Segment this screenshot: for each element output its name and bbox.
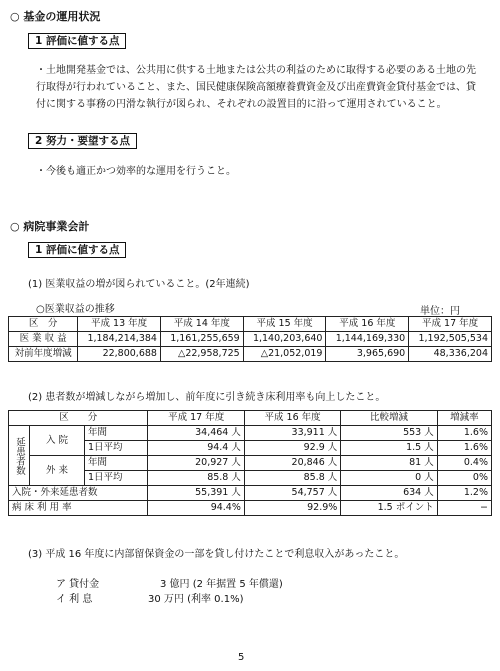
table-cell: 48,336,204 (409, 347, 492, 362)
table-header: 増減率 (437, 411, 491, 426)
daily-label: 1日平均 (85, 441, 148, 456)
subheading-evaluation-2: 1 評価に値する点 (28, 242, 126, 258)
item-3-text: (3) 平成 16 年度に内部留保資金の一部を貸し付けたことで利息収入があったこと。 (28, 549, 405, 560)
table-cell: 33,911 人 (244, 426, 340, 441)
total-label: 入院・外来延患者数 (9, 486, 148, 501)
page-number: 5 (238, 652, 245, 663)
section-title-fund: ○ 基金の運用状況 (10, 10, 101, 23)
paragraph-fund-evaluation: ・土地開発基金では、公共用に供する土地または公共の利益のために取得する必要のある土地の先行取得が行われていること、また、国民健康保険高額療養費資金及び出産費資金貸付基金では、貸付に関する事務の円滑な執行が図られ、それぞれの設置目的に沿って運用されていること。 (36, 65, 476, 110)
subheading-effort-request: 2 努力・要望する点 (28, 133, 137, 149)
table-row (9, 332, 492, 347)
table-cell: 85.8 人 (148, 471, 244, 486)
bed-rate-label: 病 床 利 用 率 (9, 501, 148, 516)
table-cell: 34,464 人 (148, 426, 244, 441)
table-cell: 3,965,690 (326, 347, 409, 362)
table-cell: 55,391 人 (148, 486, 244, 501)
patients-table (8, 410, 492, 516)
table-header: 平成 14 年度 (160, 317, 243, 332)
revenue-table (8, 316, 492, 362)
table-cell: △21,052,019 (243, 347, 326, 362)
annual-label: 年間 (85, 456, 148, 471)
group-label-patients: 延患者数 (9, 426, 30, 486)
table-row (9, 317, 492, 332)
item-1-text: (1) 医業収益の増が図られていること。(2年連続) (28, 279, 250, 290)
table-cell: 医 業 収 益 (9, 332, 78, 347)
table-cell: 553 人 (341, 426, 437, 441)
table-cell: 92.9% (244, 501, 340, 516)
table-cell: 1.5 人 (341, 441, 437, 456)
table-cell: 1,192,505,534 (409, 332, 492, 347)
table-header: 区 分 (9, 411, 148, 426)
table-cell: 1.6% (437, 426, 491, 441)
table-cell: 85.8 人 (244, 471, 340, 486)
inpatient-label: 入 院 (30, 426, 85, 456)
table-row (9, 456, 492, 471)
table-cell: 0 人 (341, 471, 437, 486)
table-header: 平成 16 年度 (244, 411, 340, 426)
table-header: 平成 16 年度 (326, 317, 409, 332)
daily-label: 1日平均 (85, 471, 148, 486)
item-2-text: (2) 患者数が増減しながら増加し、前年度に引き続き床利用率も向上したこと。 (28, 392, 386, 403)
table-cell: 20,846 人 (244, 456, 340, 471)
table-cell: − (437, 501, 491, 516)
table-cell: 対前年度増減 (9, 347, 78, 362)
table-row (9, 426, 492, 441)
table-row (9, 501, 492, 516)
table-cell: 20,927 人 (148, 456, 244, 471)
table-header: 平成 13 年度 (78, 317, 161, 332)
table-cell: 81 人 (341, 456, 437, 471)
table-cell: 54,757 人 (244, 486, 340, 501)
table-cell: 0% (437, 471, 491, 486)
interest-label: イ 利 息 (56, 594, 93, 605)
table-header: 区 分 (9, 317, 78, 332)
table-cell: 92.9 人 (244, 441, 340, 456)
annual-label: 年間 (85, 426, 148, 441)
table-cell: 1,184,214,384 (78, 332, 161, 347)
table-cell: 1.2% (437, 486, 491, 501)
table-header: 平成 15 年度 (243, 317, 326, 332)
loan-value: 3 億円 (2 年据置 5 年償還) (160, 579, 283, 590)
table-row (9, 347, 492, 362)
interest-value: 30 万円 (利率 0.1%) (148, 594, 244, 605)
table-row (9, 486, 492, 501)
table-cell: 1,144,169,330 (326, 332, 409, 347)
table-cell: 1.6% (437, 441, 491, 456)
paragraph-fund-request: ・今後も適正かつ効率的な運用を行うこと。 (36, 166, 236, 177)
table-header: 平成 17 年度 (409, 317, 492, 332)
table1-unit: 単位：円 (420, 306, 460, 317)
table1-title: ○医業収益の推移 (36, 304, 115, 315)
outpatient-label: 外 来 (30, 456, 85, 486)
section-title-hospital: ○ 病院事業会計 (10, 220, 90, 233)
table-cell: 22,800,688 (78, 347, 161, 362)
table-header: 平成 17 年度 (148, 411, 244, 426)
table-cell: 634 人 (341, 486, 437, 501)
table-cell: 1.5 ポイント (341, 501, 437, 516)
table-cell: △22,958,725 (160, 347, 243, 362)
table-cell: 1,161,255,659 (160, 332, 243, 347)
table-cell: 1,140,203,640 (243, 332, 326, 347)
table-cell: 94.4% (148, 501, 244, 516)
table-row (9, 411, 492, 426)
table-header: 比較増減 (341, 411, 437, 426)
table-cell: 0.4% (437, 456, 491, 471)
table-cell: 94.4 人 (148, 441, 244, 456)
subheading-evaluation-1: 1 評価に値する点 (28, 33, 126, 49)
loan-label: ア 貸付金 (56, 579, 100, 590)
